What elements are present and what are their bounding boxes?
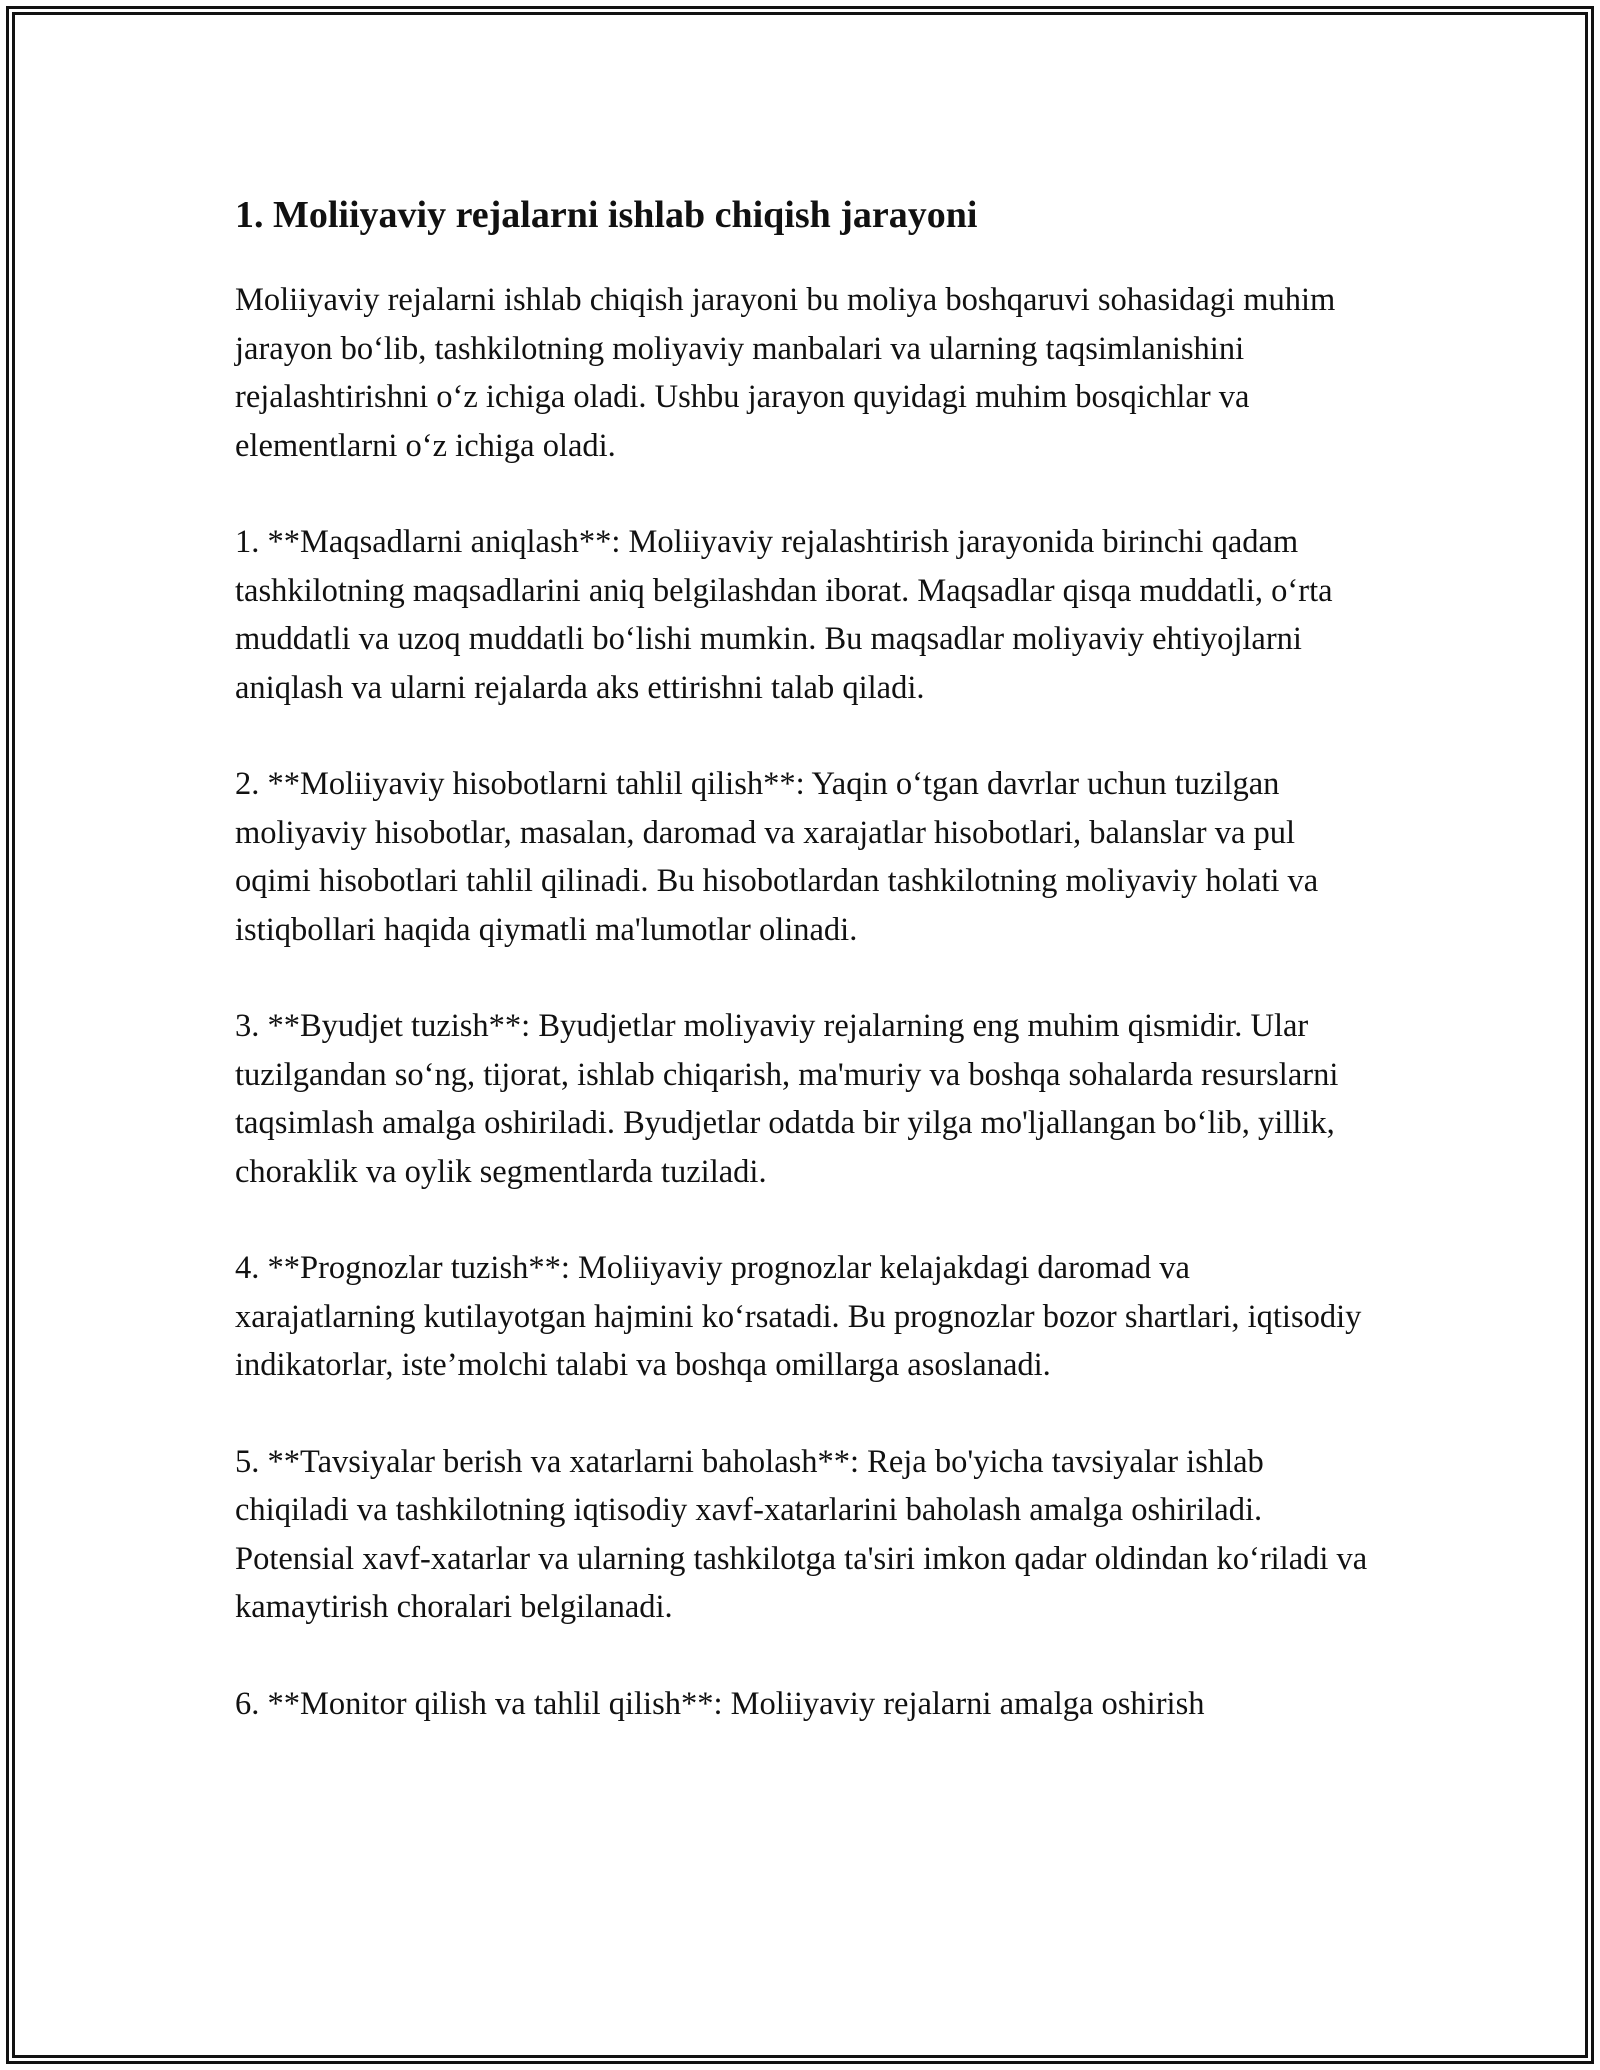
step-5-paragraph: 5. **Tavsiyalar berish va xatarlarni baholash**: Reja bo'yicha tavsiyalar ishlab chiqiladi va tashkilotning iqtisodiy xavf-xatarlarini baholash amalga oshiriladi. Potensial xavf-xatarlar va ularning tashkilotga ta'siri imkon qadar oldindan ko‘riladi va kamaytirish choralari belgilanadi.: [235, 1443, 1368, 1625]
section-heading: 1. Moliiyaviy rejalarni ishlab chiqish jarayoni: [235, 194, 978, 236]
step-1-paragraph: 1. **Maqsadlarni aniqlash**: Moliiyaviy rejalashtirish jarayonida birinchi qadam tashkilotning maqsadlarini aniq belgilashdan iborat. Maqsadlar qisqa muddatli, o‘rta muddatli va uzoq muddatli bo‘lishi mumkin. Bu maqsadlar moliyaviy ehtiyojlarni aniqlash va ularni rejalarda aks ettirishni talab qiladi.: [235, 524, 1333, 706]
step-6-paragraph: 6. **Monitor qilish va tahlil qilish**: Moliiyaviy rejalarni amalga oshirish: [235, 1685, 1205, 1722]
step-4-paragraph: 4. **Prognozlar tuzish**: Moliiyaviy prognozlar kelajakdagi daromad va xarajatlarning kutilayotgan hajmini ko‘rsatadi. Bu prognozlar bozor shartlari, iqtisodiy indikatorlar, iste’molchi talabi va boshqa omillarga asoslanadi.: [235, 1250, 1362, 1383]
document-body: [235, 186, 1375, 1776]
step-2-paragraph: 2. **Moliiyaviy hisobotlarni tahlil qilish**: Yaqin o‘tgan davrlar uchun tuzilgan moliyaviy hisobotlar, masalan, daromad va xarajatlar hisobotlari, balanslar va pul oqimi hisobotlari tahlil qilinadi. Bu hisobotlardan tashkilotning moliyaviy holati va istiqbollari haqida qiymatli ma'lumotlar olinadi.: [235, 766, 1319, 948]
step-3-paragraph: 3. **Byudjet tuzish**: Byudjetlar moliyaviy rejalarning eng muhim qismidir. Ular tuzilgandan so‘ng, tijorat, ishlab chiqarish, ma'muriy va boshqa sohalarda resurslarni taqsimlash amalga oshiriladi. Byudjetlar odatda bir yilga mo'ljallangan bo‘lib, yillik, choraklik va oylik segmentlarda tuziladi.: [235, 1008, 1339, 1190]
intro-paragraph: Moliiyaviy rejalarni ishlab chiqish jarayoni bu moliya boshqaruvi sohasidagi muhim jarayon bo‘lib, tashkilotning moliyaviy manbalari va ularning taqsimlanishini rejalashtirishni o‘z ichiga oladi. Ushbu jarayon quyidagi muhim bosqichlar va elementlarni o‘z ichiga oladi.: [235, 282, 1336, 464]
